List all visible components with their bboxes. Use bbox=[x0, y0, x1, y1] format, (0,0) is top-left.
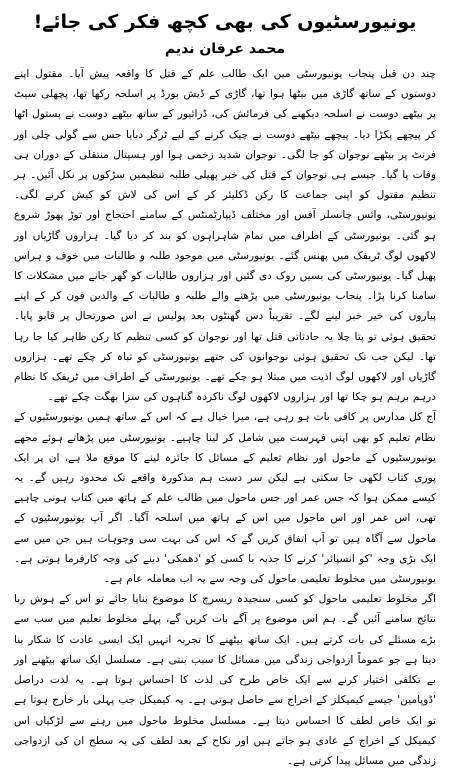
paragraph-1: چند دن قبل پنجاب یونیورسٹی میں ایک طالب علم کے قتل کا واقعہ پیش آیا۔ مقتول اپنے دوستوں کے ساتھ گاڑی میں بیٹھا ہوا تھا، گاڑی کے ڈیش بورڈ پر اسلحہ رکھا تھا، پچھلی سیٹ پر بیٹھے دوست نے اسلحہ دیکھنے کی فرمائش کی، ڈرائیور کے ساتھ بیٹھے دوست نے پستول اٹھا کر پیچھے پکڑا دیا۔ پیچھے بیٹھے دوست نے چیک کرنے کے لیے ٹرگر دبایا جس سے گولی چلی اور فرنٹ پر بیٹھے نوجوان کو جا لگی۔ نوجوان شدید زخمی ہوا اور ہسپتال منتقلی کے دوران ہی وفات پا گیا۔ جیسے ہی نوجوان کے قتل کی خبر پھیلی طلبہ تنظیمیں سڑکوں پر نکل آئیں۔ ہر تنظیم مقتول کو اپنی جماعت کا رکن ڈکلیئر کر کے اس کی لاش کو کیش کرنے لگی۔ یونیورسٹی، وائس چانسلر آفس اور مختلف ڈیپارٹمنٹس کے سامنے احتجاج اور توڑ پھوڑ شروع ہو گئی۔ یونیورسٹی کے اطراف میں تمام شاہراہوں کو بند کر دیا گیا۔ ہزاروں گاڑیاں اور لاکھوں لوگ ٹریفک میں پھنس گئے۔ یونیورسٹی میں موجود طلبہ و طالبات میں خوف و ہراس پھیل گیا۔ یونیورسٹی کی بسیں روک دی گئیں اور ہزاروں طالبات کو گھر جانے میں مشکلات کا سامنا کرنا پڑا۔ پنجاب یونیورسٹی میں پڑھنے والے طلبہ و طالبات کے والدین فون کر کے اپنے پیاروں کی خیر خبر لینے لگے۔ تقریباً دس گھنٹوں بعد پولیس نے اس صورتحال پر قابو پایا۔ تحقیق ہوئی تو پتا چلا یہ حادثاتی قتل تھا اور نوجوان کو کسی تنظیم کا رکن ظاہر کیا جا رہا تھا۔ لیکن جب تک تحقیق ہوئی نوجوانوں کی جتھے یونیورسٹی کو تباہ کر چکے تھے۔ ہزاروں گاڑیاں اور لاکھوں لوگ اذیت میں مبتلا ہو چکے تھے۔ یونیورسٹی کے اطراف میں ٹریفک کا نظام درہم برہم ہو چکا تھا اور ہزاروں لاکھوں لوگ ناکردہ گناہوں کی سزا بھگت چکے تھے۔ bbox=[14, 68, 436, 404]
column-body bbox=[14, 64, 436, 771]
paragraph-2: آج کل مدارس پر کافی بات ہو رہی ہے، میرا خیال ہے کہ اس کے ساتھ ہمیں یونیورسٹیوں کے نظام تعلیم کو بھی اپنی فہرست میں شامل کر لینا چاہیے۔ یونیورسٹی میں پڑھاتے ہوئے مجھے یونیورسٹیوں کے ماحول اور نظام تعلیم کے مسائل کا جائزہ لینے کا موقع ملا ہے، ان پر ایک پوری کتاب لکھی جا سکتی ہے لیکن سر دست ہم مذکورہ واقعے تک محدود رہیں گے۔ یہ کیسے ممکن ہوا کہ جس عمر اور جس ماحول میں طالب علم کے ہاتھ میں کتاب ہونی چاہیے تھی، اس عمر اور اس ماحول میں اس کے ہاتھ میں اسلحہ آگیا۔ اگر آپ یونیورسٹیوں کے ماحول سے آگاہ ہیں تو آپ اتفاق کریں گے کہ اس کی بہت سی وجوہات ہیں جن میں سے ایک بڑی وجہ 'کو انسپائر' کرنے کا جذبہ یا کسی کو 'دھمکی' دینے کی وجہ کارفرما ہوتی ہے۔ یونیورسٹی میں مخلوط تعلیمی ماحول کی وجہ سے یہ اب معاملہ عام ہے۔ bbox=[14, 411, 436, 586]
column-headline: یونیورسٹیوں کی بھی کچھ فکر کی جائے! bbox=[33, 11, 417, 33]
column-byline: محمد عرفان ندیم bbox=[164, 41, 286, 57]
paragraph-3: اگر مخلوط تعلیمی ماحول کو کسی سنجیدہ ریسرچ کا موضوع بنایا جائے تو اس کے ہوش ربا نتائج سامنے آئیں گے۔ ہم اس موضوع پر آگے بات کریں گے، پہلے مخلوط تعلیم میں سب سے بڑے مسئلے کی بات کرتے ہیں۔ ایک ساتھ بیٹھنے کا تجربہ انہیں ایک ایسی عادت کا شکار بنا دیتا ہے جو عموماً ازدواجی زندگی میں مسائل کا سبب بنتی ہے۔ مسلسل ایک ساتھ بیٹھنے اور بے تکلفی اختیار کرنے سے ایک خاص طرح کی لذت کا احساس ہوتا ہے۔ یہ لذت دراصل 'ڈوپامین' جیسے کیمیکلز کے اخراج سے حاصل ہوتی ہے۔ یہ کیمیکل جب پہلی بار خارج ہوتا ہے تو ایک خاص لطف کا احساس دیتا ہے۔ مسلسل مخلوط ماحول میں رہنے سے لڑکیاں اس کیمیکل کے اخراج کے عادی ہو جاتے ہیں اور نکاح کے بعد لطف کی یہ سطح ان کی ازدواجی زندگی میں مسائل پیدا کرتی ہے۔ bbox=[14, 593, 436, 767]
